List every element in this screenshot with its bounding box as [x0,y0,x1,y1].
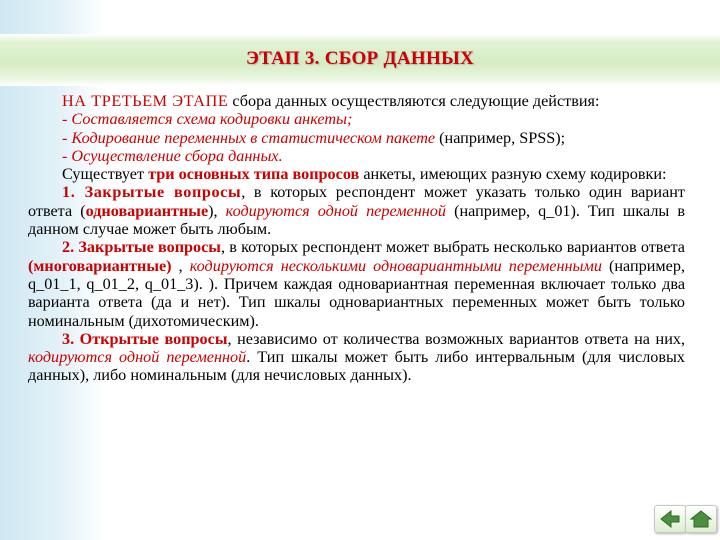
question-type-3 [28,330,685,385]
types-before: Существует [62,165,149,184]
q2-text3: (например, q_01_1, q_01_2, q_01_3). ). Причем каждая одновариантная переменная включает только два варианта ответа (да и нет). Тип шкалы одновариантных переменных может быть только номинальным (дихотомическим). [28,256,685,330]
back-button[interactable] [654,505,686,533]
home-icon [690,510,712,528]
q1-text1: , в которых респондент может указать только один вариант ответа ( [28,183,685,220]
q1-label: 1. Закрытые вопросы [62,183,242,202]
q3-label: 3. Открытые вопросы [62,329,228,348]
q2-text1: , в которых респондент может выбрать несколько вариантов ответа [220,238,685,257]
types-after: анкеты, имеющих разную схему кодировки: [359,165,667,184]
step-3: - Осуществление сбора данных. [62,146,283,165]
slide-title: ЭТАП 3. СБОР ДАННЫХ [245,48,475,69]
q1-term: одновариантные [85,201,209,220]
step-1: - Составляется схема кодировки анкеты; [62,110,353,129]
q1-coded: кодируются одной переменной [225,201,446,220]
q3-text1: , независимо от количества возможных вариантов ответа на них, [227,329,685,348]
q2-label: 2. Закрытые вопросы [62,238,221,257]
back-arrow-icon [659,510,681,528]
intro-paragraph [28,92,685,110]
question-type-1 [28,183,685,238]
q3-coded: кодируются одной переменной [28,348,247,367]
q1-text2: ), [208,201,226,220]
q3-text3: . Тип шкалы может быть либо интервальным (для числовых данных), либо номинальным (для нечисловых данных). [28,348,685,385]
q2-coded: кодируются несколькими одновариантными переменными [189,256,602,275]
q2-text2: , [171,256,190,275]
types-highlight: три основных типа вопросов [148,165,360,184]
step-2 [28,129,685,147]
step-2-italic: Кодирование переменных в статистическом пакете [71,128,436,147]
step-2-dash: - [62,128,72,147]
types-intro [28,165,685,183]
intro-rest: сбора данных осуществляются следующие действия: [228,92,600,110]
q1-text3: (например, q_01). Тип шкалы в данном случае может быть любым. [28,201,685,239]
step-2-rest: (например, SPSS); [435,128,566,147]
q2-term: (многовариантные) [28,256,172,275]
slide-body [28,92,685,385]
question-type-2 [28,238,685,329]
intro-lead: НА ТРЕТЬЕМ ЭТАПЕ [62,92,229,110]
home-button[interactable] [685,505,717,533]
